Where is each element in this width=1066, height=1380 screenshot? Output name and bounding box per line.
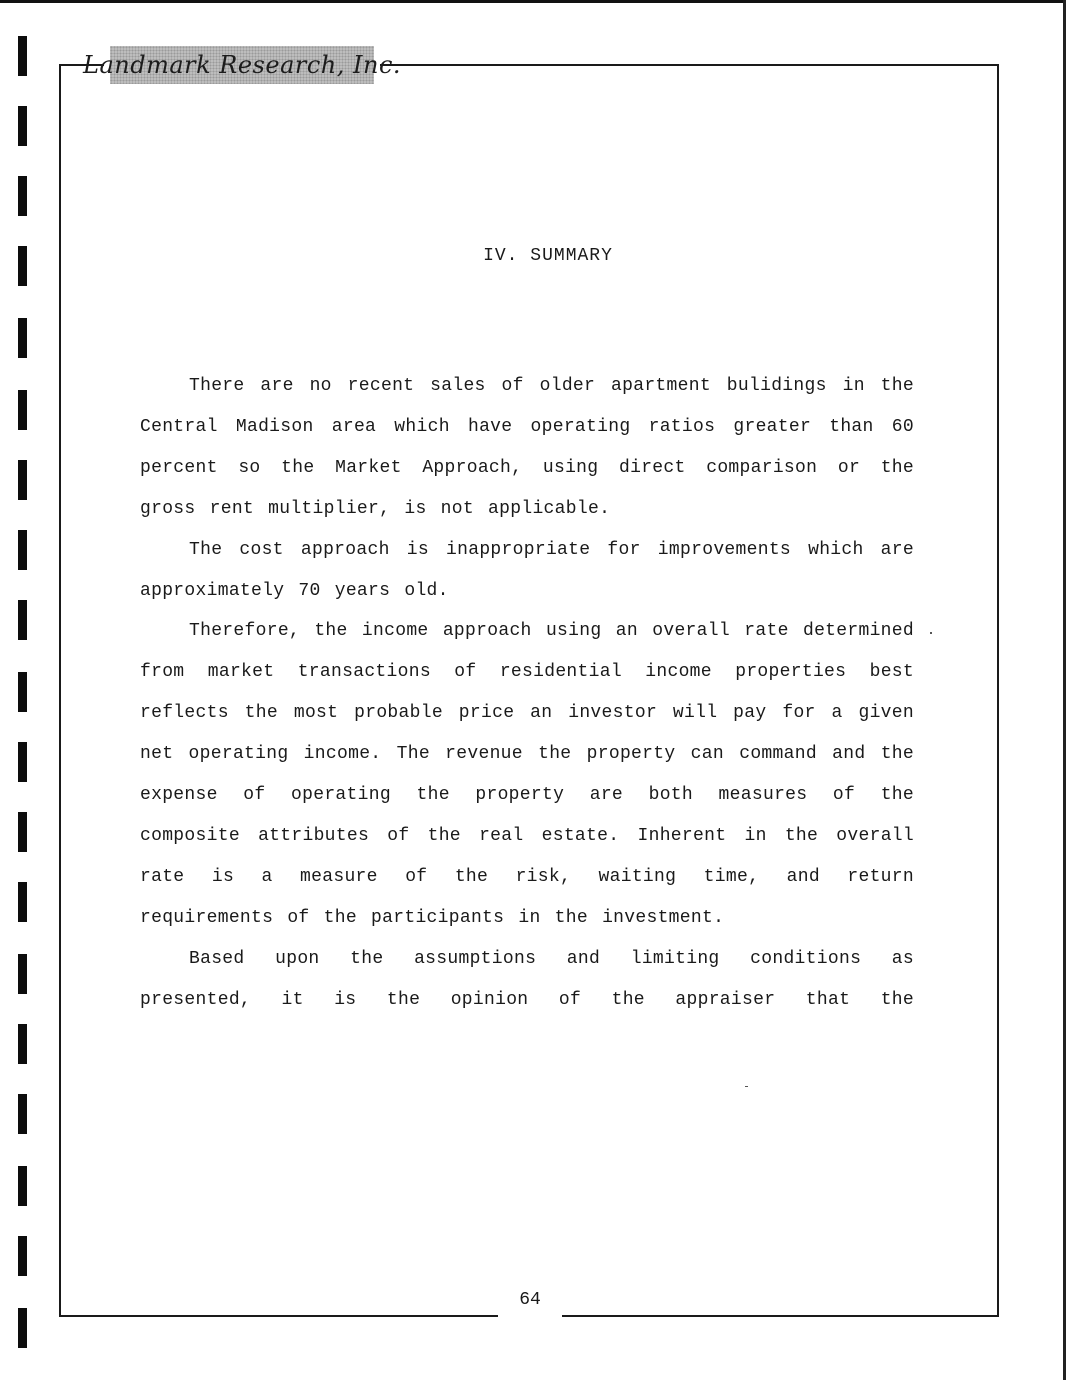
binder-mark (18, 812, 27, 852)
scan-speck (930, 632, 932, 634)
frame-bottom-gap (498, 1308, 562, 1322)
binder-mark (18, 530, 27, 570)
paragraph: There are no recent sales of older apartment bulidings in the Central Madison area which have operating ratios greater than 60 percent so the Market Approach, using direct comparison or the gross rent multiplier, is not applicable. (140, 376, 914, 519)
binder-mark (18, 36, 27, 76)
binder-mark (18, 318, 27, 358)
binder-mark (18, 672, 27, 712)
binder-mark (18, 600, 27, 640)
binder-mark (18, 742, 27, 782)
binder-mark (18, 390, 27, 430)
page-number: 64 (519, 1290, 541, 1310)
binder-mark (18, 954, 27, 994)
scan-speck (745, 1086, 748, 1087)
paragraph: Therefore, the income approach using an overall rate determined from market transactions of residential income properties best reflects the most probable price an investor will pay for a given net operating income. The revenue the property can command and the expense of operating the property are both measures of the composite attributes of the real estate. Inherent in the overall rate is a measure of the risk, waiting time, and return requirements of the participants in the investment. (140, 621, 914, 928)
binder-mark (18, 882, 27, 922)
summary-body (140, 366, 914, 1021)
binder-mark (18, 1024, 27, 1064)
binder-mark (18, 1308, 27, 1348)
binder-mark (18, 176, 27, 216)
binder-mark (18, 1166, 27, 1206)
binder-mark (18, 1094, 27, 1134)
binder-mark (18, 460, 27, 500)
company-logo (83, 46, 402, 84)
binder-mark (18, 1236, 27, 1276)
paragraph: The cost approach is inappropriate for improvements which are approximately 70 years old. (140, 539, 914, 601)
paragraph: Based upon the assumptions and limiting conditions as presented, it is the opinion of the appraiser that the (140, 948, 914, 1010)
logo-text: Landmark Research, Inc. (83, 51, 402, 79)
section-heading: IV. SUMMARY (483, 246, 613, 266)
scan-top-edge (0, 0, 1066, 3)
binder-mark (18, 106, 27, 146)
